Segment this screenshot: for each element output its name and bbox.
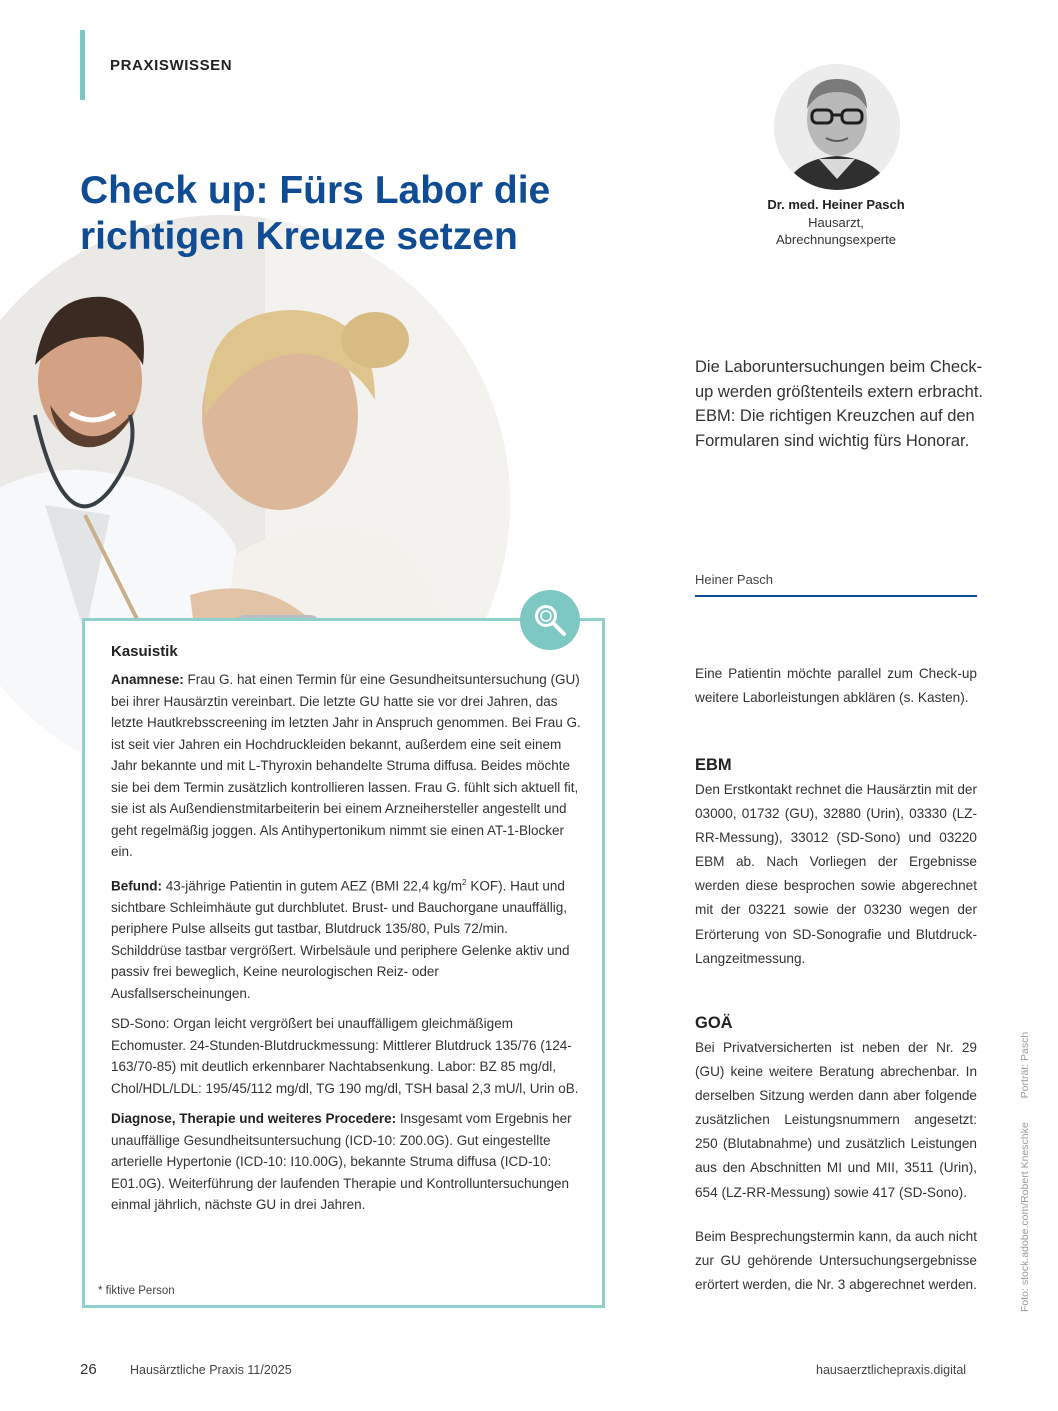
case-study-box: [82, 618, 605, 1308]
befund-text-a: 43-jährige Patientin in gutem AEZ (BMI 22,4 kg/m: [162, 878, 463, 893]
search-icon: [520, 590, 580, 650]
image-credits: [1019, 982, 1031, 1312]
case-befund: [111, 872, 581, 1005]
article-lead: Die Laboruntersuchungen beim Check-up werden größtenteils extern erbracht. EBM: Die richtigen Kreuzchen auf den Formularen sind wichtig fürs Honorar.: [695, 358, 983, 450]
befund-superscript: 2: [462, 877, 467, 887]
author-name: Dr. med. Heiner Pasch: [767, 197, 905, 212]
diagnose-text: Insgesamt vom Ergebnis her unauffällige Gesundheitsuntersuchung (ICD-10: Z00.0G). Gut eingestellte arterielle Hypertonie (ICD-10: I10.00G), bekannte Struma diffusa (ICD-10: E01.0G). Weiterführung der laufenden Therapie und Kontrolluntersuchungen einmal jährlich, nächste GU in drei Jahren.: [111, 1111, 572, 1212]
site-url: hausaerztlichepraxis.digital: [816, 1363, 967, 1377]
case-study-title: Kasuistik: [111, 643, 178, 660]
portrait-credit: Porträt: Pasch: [1019, 1031, 1031, 1099]
issue-label: Hausärztliche Praxis 11/2025: [130, 1363, 292, 1377]
goa-heading: GOÄ: [695, 1014, 733, 1032]
body-intro: Eine Patientin möchte parallel zum Check-up weitere Laborleistungen abklären (s. Kasten).: [695, 666, 977, 706]
case-anamnese: [111, 669, 581, 863]
photo-credit: Foto: stock.adobe.com/Robert Kneschke: [1019, 1122, 1031, 1312]
befund-text-b: KOF). Haut und sichtbare Schleimhäute gut durchblutet. Brust- und Bauchorgane unauffällig, periphere Pulse allseits gut tastbar, Blutdruck 135/80, Puls 72/min. Schilddrüse tastbar vergrößert. Wirbelsäule und periphere Gelenke aktiv und passiv frei beweglich, Keine neurologischen Reiz- oder Ausfallserscheinungen.: [111, 878, 570, 1001]
anamnese-label: Anamnese:: [111, 672, 184, 687]
section-accent-bar: [80, 30, 85, 100]
goa-text: Bei Privatversicherten ist neben der Nr. 29 (GU) keine weitere Beratung abrechenbar. In derselben Sitzung werden dann aber folgende zusätzlichen Leistungsnummern angesetzt: 250 (Blutabnahme) und zusätzlich Leistungen aus den Abschnitten MI und MII, 3511 (Urin), 654 (LZ-RR-Messung) sowie 417 (SD-Sono).: [695, 1040, 977, 1200]
article-title: Check up: Fürs Labor die richtigen Kreuze setzen: [80, 169, 551, 258]
author-portrait: [774, 64, 900, 190]
author-role: [720, 214, 952, 248]
case-diagnose: [111, 1108, 581, 1216]
byline: Heiner Pasch: [695, 572, 774, 587]
case-footnote: * fiktive Person: [98, 1285, 175, 1297]
page-number: 26: [80, 1361, 97, 1378]
ebm-text: Den Erstkontakt rechnet die Hausärztin mit der 03000, 01732 (GU), 32880 (Urin), 03330 (LZ-RR-Messung), 33012 (SD-Sono) und 03220 EBM ab. Nach Vorliegen der Ergebnisse werden diese besprochen sowie abgerechnet mit der 03221 sowie der 03230 wegen der Erörterung von SD-Sonografie und Blutdruck-Langzeitmessung.: [695, 782, 977, 966]
section-label: PRAXISWISSEN: [110, 57, 233, 74]
case-sono: SD-Sono: Organ leicht vergrößert bei unauffälligem gleichmäßigem Echomuster. 24-Stunden-Blutdruckmessung: Mittlerer Blutdruck 135/76 (124-163/70-85) mit deutlich erkennbarer Nachtabsenkung. Labor: BZ 85 mg/dl, Chol/HDL/LDL: 195/45/112 mg/dl, TG 190 mg/dl, TSH basal 2,3 mU/l, Urin oB.: [111, 1016, 579, 1096]
author-role-line-2: Abrechnungsexperte: [776, 232, 896, 247]
author-role-line-1: Hausarzt,: [808, 215, 864, 230]
anamnese-text: Frau G. hat einen Termin für eine Gesundheitsuntersuchung (GU) bei ihrer Hausärztin vereinbart. Die letzte GU hatte sie vor drei Jahren, das letzte Hautkrebsscreening im letzten Jahr in Anspruch genommen. Bei Frau G. ist seit vier Jahren ein Hochdruckleiden bekannt, außerdem eine seit einem Jahr bekannte und mit L-Thyroxin behandelte Struma diffusa. Beides möchte sie bei dem Termin zusätzlich kontrollieren lassen. Frau G. fühlt sich aktuell fit, sie ist als Außendienstmitarbeiterin bei einem Arzneihersteller angestellt und geht regelmäßig joggen. Als Antihypertonikum nimmt sie einen AT-1-Blocker ein.: [111, 672, 581, 859]
befund-label: Befund:: [111, 878, 162, 893]
ebm-heading: EBM: [695, 756, 732, 774]
diagnose-label: Diagnose, Therapie und weiteres Procedere:: [111, 1111, 397, 1126]
byline-divider: [695, 595, 977, 597]
goa-text-2: Beim Besprechungstermin kann, da auch nicht zur GU gehörende Untersuchungsergebnisse erörtert werden, die Nr. 3 abgerechnet werden.: [695, 1229, 977, 1293]
